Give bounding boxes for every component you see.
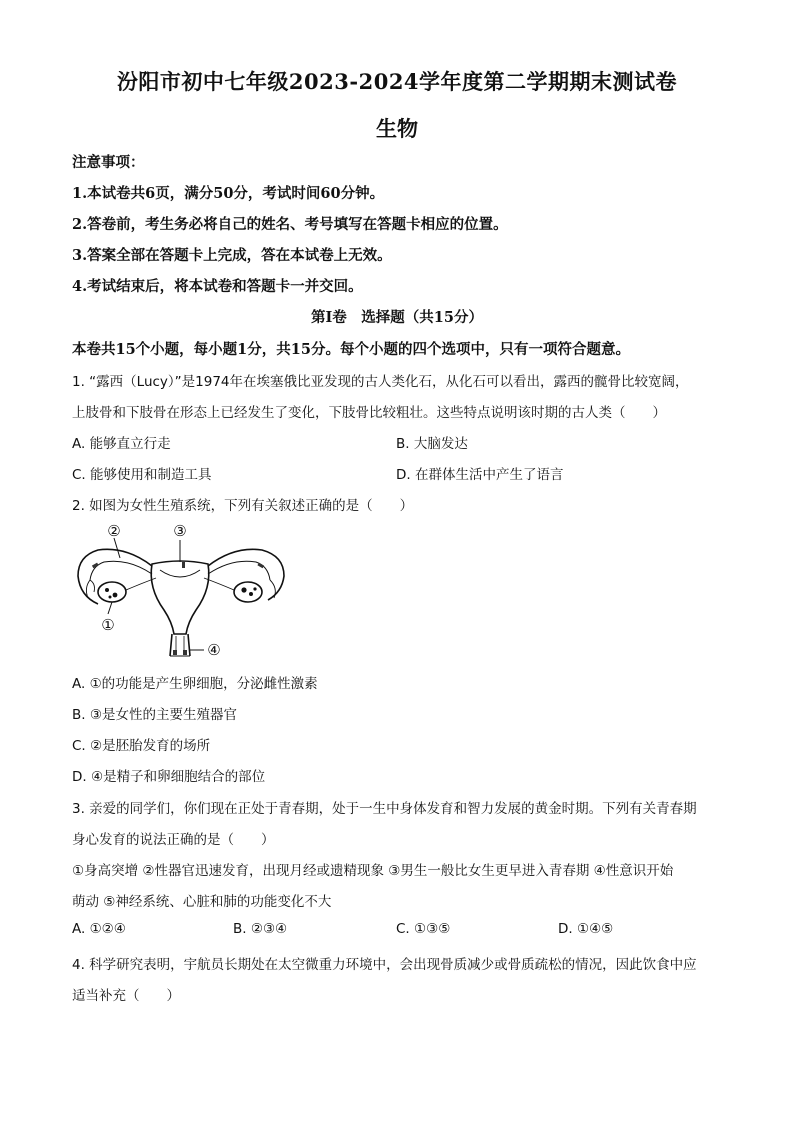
- notice-item: 3.答案全部在答题卡上完成，答在本试卷上无效。: [72, 247, 392, 264]
- exam-subject: 生物: [376, 116, 418, 141]
- exam-title: 汾阳市初中七年级2023-2024学年度第二学期期末测试卷: [116, 69, 678, 94]
- q3-stem-line2: 身心发育的说法正确的是（ ）: [72, 832, 275, 848]
- notice-item: 4.考试结束后，将本试卷和答题卡一并交回。: [72, 278, 363, 295]
- figure-label-1: ①: [101, 616, 115, 634]
- figure-label-4: ④: [207, 641, 221, 659]
- q1-option-a: A. 能够直立行走: [72, 436, 171, 452]
- q2-option-c: C. ②是胚胎发育的场所: [72, 738, 211, 754]
- q1-option-b: B. 大脑发达: [396, 436, 468, 452]
- figure-label-2: ②: [107, 522, 121, 540]
- q3-stem-line4: 萌动 ⑤神经系统、心脏和肺的功能变化不大: [72, 894, 332, 910]
- notice-heading: 注意事项：: [72, 154, 145, 171]
- q2-stem: 2. 如图为女性生殖系统，下列有关叙述正确的是（ ）: [72, 498, 414, 514]
- q1-option-c: C. 能够使用和制造工具: [72, 467, 212, 483]
- q3-option-a: A. ①②④: [72, 921, 126, 937]
- q3-option-c: C. ①③⑤: [396, 921, 451, 937]
- notice-item: 2.答卷前，考生务必将自己的姓名、考号填写在答题卡相应的位置。: [72, 216, 508, 233]
- q2-option-a: A. ①的功能是产生卵细胞，分泌雌性激素: [72, 676, 318, 692]
- q2-option-d: D. ④是精子和卵细胞结合的部位: [72, 769, 266, 785]
- q3-stem-line3: ①身高突增 ②性器官迅速发育，出现月经或遗精现象 ③男生一般比女生更早进入青春期 ④性意识开始: [72, 863, 674, 879]
- female-reproductive-system-figure: [72, 518, 302, 666]
- q2-option-b: B. ③是女性的主要生殖器官: [72, 707, 237, 723]
- q1-stem-line1: 1. “露西（Lucy）”是1974年在埃塞俄比亚发现的古人类化石，从化石可以看出，露西的髋骨比较宽阔，: [72, 374, 689, 390]
- section-title: 第Ⅰ卷 选择题（共15分）: [311, 309, 483, 326]
- q3-option-d: D. ①④⑤: [558, 921, 614, 937]
- q4-stem-line1: 4. 科学研究表明，宇航员长期处在太空微重力环境中，会出现骨质减少或骨质疏松的情况，因此饮食中应: [72, 957, 697, 973]
- q3-option-b: B. ②③④: [233, 921, 288, 937]
- notice-item: 1.本试卷共6页，满分50分，考试时间60分钟。: [72, 185, 385, 202]
- q3-stem-line1: 3. 亲爱的同学们，你们现在正处于青春期，处于一生中身体发育和智力发展的黄金时期。下列有关青春期: [72, 801, 697, 817]
- figure-label-3: ③: [173, 522, 187, 540]
- q1-stem-line2: 上肢骨和下肢骨在形态上已经发生了变化，下肢骨比较粗壮。这些特点说明该时期的古人类（ ）: [72, 405, 666, 421]
- section-instruction: 本卷共15个小题，每小题1分，共15分。每个小题的四个选项中，只有一项符合题意。: [72, 341, 630, 358]
- q4-stem-line2: 适当补充（ ）: [72, 988, 180, 1004]
- q1-option-d: D. 在群体生活中产生了语言: [396, 467, 564, 483]
